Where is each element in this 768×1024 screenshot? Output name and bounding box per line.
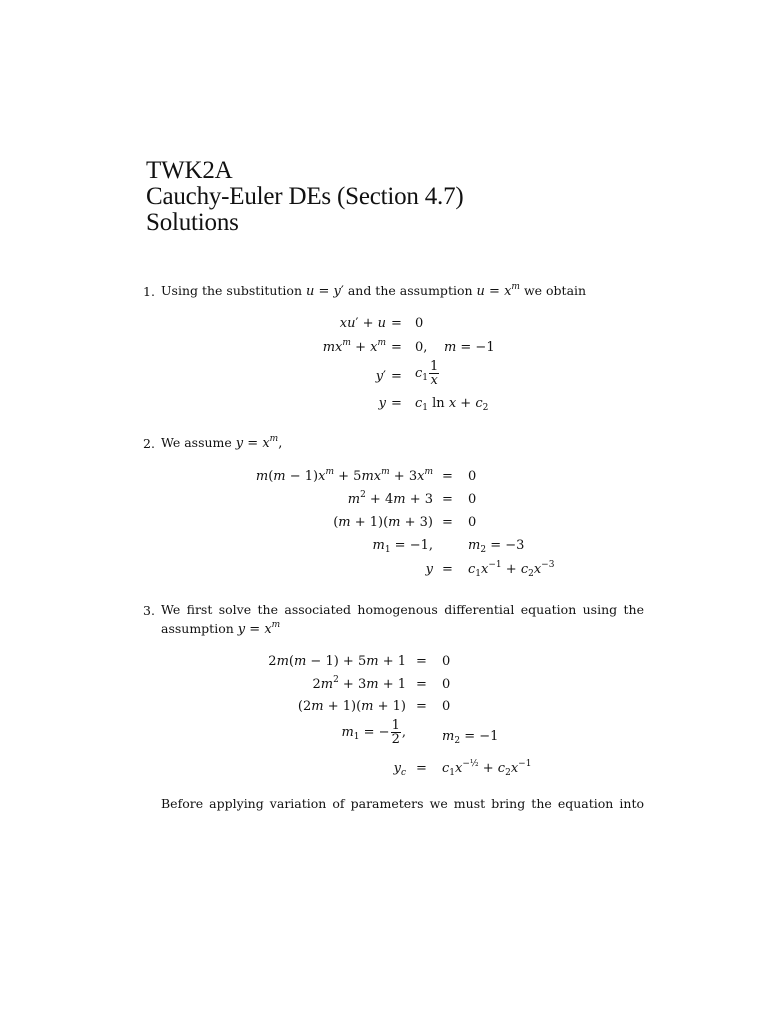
eq2-row3-rhs: 0 bbox=[468, 515, 477, 530]
math-inline-u-eq-yprime: u bbox=[305, 284, 315, 299]
eq1-row3-lhs: y′ bbox=[375, 369, 386, 384]
eq3-row5-lhs: $y_c$ bbox=[393, 761, 406, 778]
eq1-row4-lhs: y bbox=[378, 396, 386, 411]
eq3-row3-rel: = bbox=[416, 699, 427, 714]
eq3-row5-rhs: $c_1x^{-\frac{1}{2}} + c_2x^{-1}$ bbox=[442, 759, 532, 778]
eq1-row2-rel: = bbox=[391, 340, 402, 355]
eq3-row5-rel: = bbox=[416, 761, 427, 776]
problem-3-intro-line2-text: assumption bbox=[161, 621, 234, 636]
eq2-row5-lhs: y bbox=[425, 562, 433, 577]
problem-2-number: 2. bbox=[143, 436, 155, 451]
problem-1-intro-a: Using the substitution bbox=[161, 283, 302, 298]
eq3-row2-lhs: $2m^2 + 3m + 1$ bbox=[312, 675, 406, 692]
title-topic: Cauchy-Euler DEs (Section 4.7) bbox=[146, 183, 464, 210]
problem-1-number: 1. bbox=[143, 284, 155, 299]
problem-1-intro-b: and the assumption bbox=[347, 283, 473, 298]
eq1-row4-rhs: $c_1$ $\ln x + c_2$ bbox=[415, 396, 489, 413]
eq1-row1-lhs: xu′ + u bbox=[339, 316, 386, 331]
eq1-row3-rel: = bbox=[391, 369, 402, 384]
title-solutions: Solutions bbox=[146, 209, 239, 236]
eq3-row1-rel: = bbox=[416, 654, 427, 669]
eq3-row2-rel: = bbox=[416, 677, 427, 692]
eq1-row1-rel: = bbox=[391, 316, 402, 331]
eq2-row3-lhs: (m + 1)(m + 3) bbox=[333, 515, 433, 530]
eq3-row1-rhs: 0 bbox=[442, 654, 451, 669]
eq1-row4-rel: = bbox=[391, 396, 402, 411]
eq1-row2-rhs: 0, m = −1 bbox=[415, 340, 495, 355]
eq1-row2-lhs: $mx^m + x^m$ bbox=[322, 338, 386, 355]
problem-3-intro-line2: assumption $y = x^m$ bbox=[161, 620, 281, 637]
eq3-row2-rhs: 0 bbox=[442, 677, 451, 692]
problem-2-intro: We assume $y = x^m$, bbox=[161, 434, 283, 451]
problem-2-intro-text: We assume bbox=[161, 435, 232, 450]
eq3-row3-rhs: 0 bbox=[442, 699, 451, 714]
document-title bbox=[146, 158, 464, 236]
variation-of-parameters-paragraph: Before applying variation of parameters we must bring the equation into bbox=[161, 796, 644, 811]
title-code: TWK2A bbox=[146, 157, 233, 184]
eq3-row4-rhs: $m_2 = -1$ bbox=[442, 729, 499, 746]
eq2-row1-lhs: $m(m - 1)x^m + 5mx^m + 3x^m$ bbox=[255, 467, 433, 484]
eq2-row1-rhs: 0 bbox=[468, 469, 477, 484]
eq2-row2-rhs: 0 bbox=[468, 492, 477, 507]
problem-3-intro-line1: We first solve the associated homogenous differential equation using the bbox=[161, 602, 644, 617]
eq2-row3-rel: = bbox=[442, 515, 453, 530]
math-inline-u-eq-xm: u bbox=[476, 284, 485, 299]
eq2-row2-rel: = bbox=[442, 492, 453, 507]
eq2-row1-rel: = bbox=[442, 469, 453, 484]
eq3-row3-lhs: (2m + 1)(m + 1) bbox=[297, 699, 406, 714]
eq2-row5-rel: = bbox=[442, 562, 453, 577]
problem-3-number: 3. bbox=[143, 603, 155, 618]
eq3-row1-lhs: 2m(m − 1) + 5m + 1 bbox=[268, 654, 406, 669]
problem-1-intro-c: we obtain bbox=[523, 283, 587, 298]
eq2-row5-rhs: $c_1x^{-1} + c_2x^{-3}$ bbox=[468, 560, 555, 579]
eq2-row4-rhs: $m_2 = -3$ bbox=[468, 538, 525, 555]
eq3-row4-lhs: $m_1$ = − $\frac{1}{2}$ , bbox=[341, 718, 406, 747]
eq2-row2-lhs: $m^2 + 4m + 3$ bbox=[347, 490, 433, 507]
eq1-row3-rhs: $c_1$ $\frac{1}{x}$ bbox=[415, 359, 439, 388]
problem-1-intro: Using the substitution u = y′ and the assumption $u = x^m$ we obtain bbox=[161, 282, 587, 299]
eq2-row4-lhs: $m_1 = -1$, bbox=[372, 538, 433, 555]
eq1-row1-rhs: 0 bbox=[415, 316, 424, 331]
